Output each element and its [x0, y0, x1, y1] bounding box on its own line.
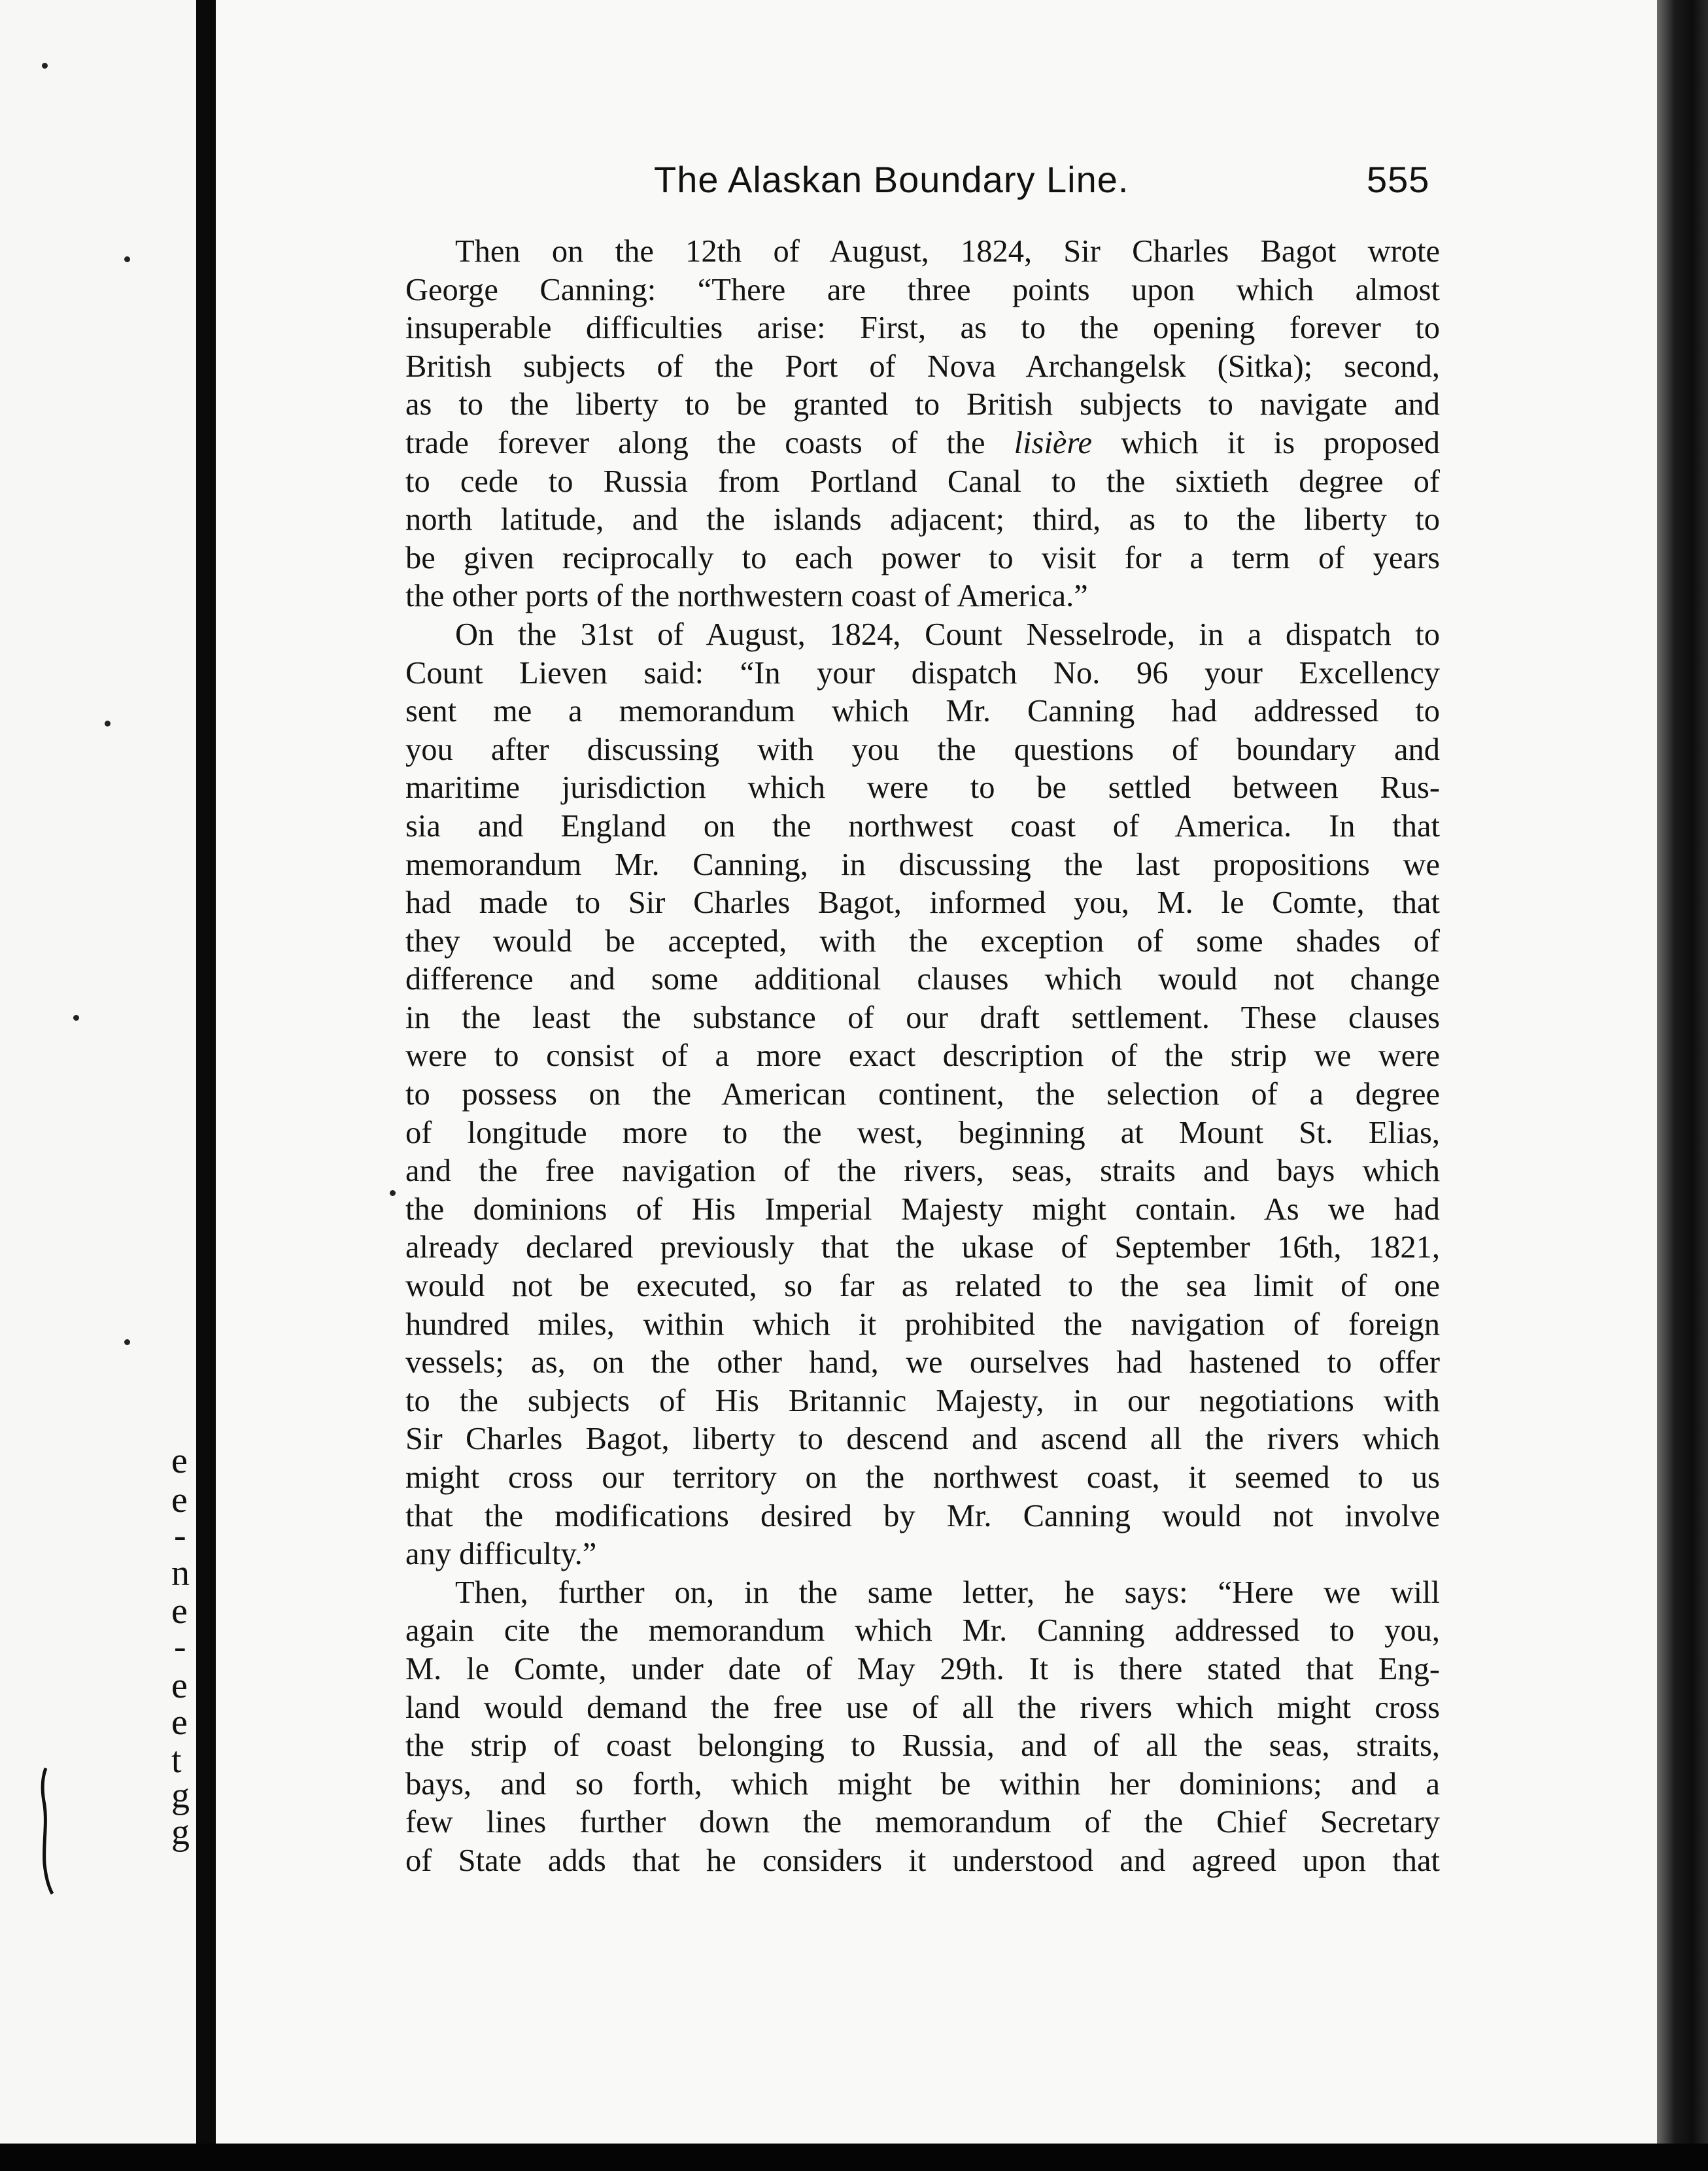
scan-speck	[42, 63, 48, 69]
text-line: were to consist of a more exact description of the strip we were	[405, 1038, 1440, 1074]
book-gutter	[196, 0, 216, 2171]
previous-page-margin	[0, 0, 196, 2171]
text-line: insuperable difficulties arise: First, as to the opening forever to	[405, 311, 1440, 346]
text-line: and the free navigation of the rivers, seas, straits and bays which	[405, 1154, 1440, 1189]
text-line: vessels; as, on the other hand, we ourselves had hastened to offer	[405, 1345, 1440, 1380]
text-line: British subjects of the Port of Nova Archangelsk (Sitka); second,	[405, 349, 1440, 384]
margin-fragment: g	[171, 1775, 190, 1816]
scan-bottom-border	[0, 2144, 1708, 2171]
text-line: you after discussing with you the questions of boundary and	[405, 732, 1440, 767]
text-line: of State adds that he considers it understood and agreed upon that	[405, 1843, 1440, 1878]
scan-speck	[124, 1339, 130, 1345]
text-line: again cite the memorandum which Mr. Canning addressed to you,	[405, 1613, 1440, 1649]
text-fragment: trade forever along the coasts of the	[405, 425, 1014, 460]
text-line: On the 31st of August, 1824, Count Nesselrode, in a dispatch to	[455, 617, 1440, 652]
scan-speck	[105, 721, 111, 727]
text-line: would not be executed, so far as related to the sea limit of one	[405, 1269, 1440, 1304]
margin-fragment: e	[171, 1480, 188, 1520]
text-line: sent me a memorandum which Mr. Canning had addressed to	[405, 694, 1440, 729]
scan-speck	[390, 1190, 396, 1196]
text-line: sia and England on the northwest coast of America. In that	[405, 808, 1440, 844]
text-line: Count Lieven said: “In your dispatch No. 96 your Excellency	[405, 655, 1440, 691]
text-line: in the least the substance of our draft settlement. These clauses	[405, 1000, 1440, 1035]
text-line: Then, further on, in the same letter, he says: “Here we will	[455, 1575, 1440, 1610]
text-line: they would be accepted, with the exception of some shades of	[405, 923, 1440, 959]
margin-fragment: e	[171, 1702, 188, 1743]
body-text	[405, 233, 1440, 1881]
text-line: to cede to Russia from Portland Canal to the sixtieth degree of	[405, 464, 1440, 499]
text-line: as to the liberty to be granted to British subjects to navigate and	[405, 387, 1440, 422]
text-line: M. le Comte, under date of May 29th. It is there stated that Eng-	[405, 1651, 1440, 1686]
margin-fragment: -	[174, 1626, 186, 1667]
margin-fragment: t	[171, 1740, 182, 1781]
text-line: to possess on the American continent, the selection of a degree	[405, 1077, 1440, 1112]
text-line: the strip of coast belonging to Russia, and of all the seas, straits,	[405, 1728, 1440, 1764]
margin-fragment: e	[171, 1666, 188, 1706]
text-line: already declared previously that the ukase of September 16th, 1821,	[405, 1230, 1440, 1265]
text-line: the other ports of the northwestern coast of America.”	[405, 579, 1088, 614]
text-line: of longitude more to the west, beginning at Mount St. Elias,	[405, 1115, 1440, 1150]
text-line: bays, and so forth, which might be within her dominions; and a	[405, 1766, 1440, 1802]
page-edge-shadow	[1657, 0, 1708, 2171]
text-line: be given reciprocally to each power to visit for a term of years	[405, 540, 1440, 575]
text-line: Then on the 12th of August, 1824, Sir Charles Bagot wrote	[455, 234, 1440, 269]
margin-bracket-mark	[33, 1766, 59, 1896]
italic-term: lisière	[1014, 425, 1093, 460]
text-line: to the subjects of His Britannic Majesty, in our negotiations with	[405, 1383, 1440, 1418]
text-line: had made to Sir Charles Bagot, informed you, M. le Comte, that	[405, 885, 1440, 921]
scan-speck	[124, 256, 130, 262]
margin-fragment: -	[174, 1515, 186, 1556]
text-line: land would demand the free use of all the rivers which might cross	[405, 1690, 1440, 1725]
text-line: that the modifications desired by Mr. Canning would not involve	[405, 1498, 1440, 1533]
text-line: George Canning: “There are three points upon which almost	[405, 272, 1440, 307]
page-header	[654, 158, 1439, 211]
text-line: might cross our territory on the northwest coast, it seemed to us	[405, 1460, 1440, 1495]
text-line: the dominions of His Imperial Majesty might contain. As we had	[405, 1191, 1440, 1227]
text-line: maritime jurisdiction which were to be settled between Rus-	[405, 770, 1440, 806]
margin-fragment: e	[171, 1591, 188, 1632]
text-line: Sir Charles Bagot, liberty to descend and ascend all the rivers which	[405, 1422, 1440, 1457]
margin-fragment: g	[171, 1812, 190, 1853]
text-line: difference and some additional clauses which would not change	[405, 962, 1440, 997]
text-line: few lines further down the memorandum of the Chief Secretary	[405, 1805, 1440, 1840]
margin-fragment: n	[171, 1553, 190, 1594]
scan-speck	[73, 1015, 79, 1021]
text-line: hundred miles, within which it prohibited the navigation of foreign	[405, 1307, 1440, 1342]
text-fragment: which it is proposed	[1092, 425, 1440, 460]
text-line	[405, 424, 1440, 463]
text-line: north latitude, and the islands adjacent; third, as to the liberty to	[405, 502, 1440, 538]
margin-fragment: e	[171, 1441, 188, 1481]
page-number: 555	[1367, 159, 1430, 200]
running-title: The Alaskan Boundary Line.	[654, 159, 1129, 200]
text-line: memorandum Mr. Canning, in discussing the last propositions we	[405, 847, 1440, 882]
text-line: any difficulty.”	[405, 1537, 597, 1572]
